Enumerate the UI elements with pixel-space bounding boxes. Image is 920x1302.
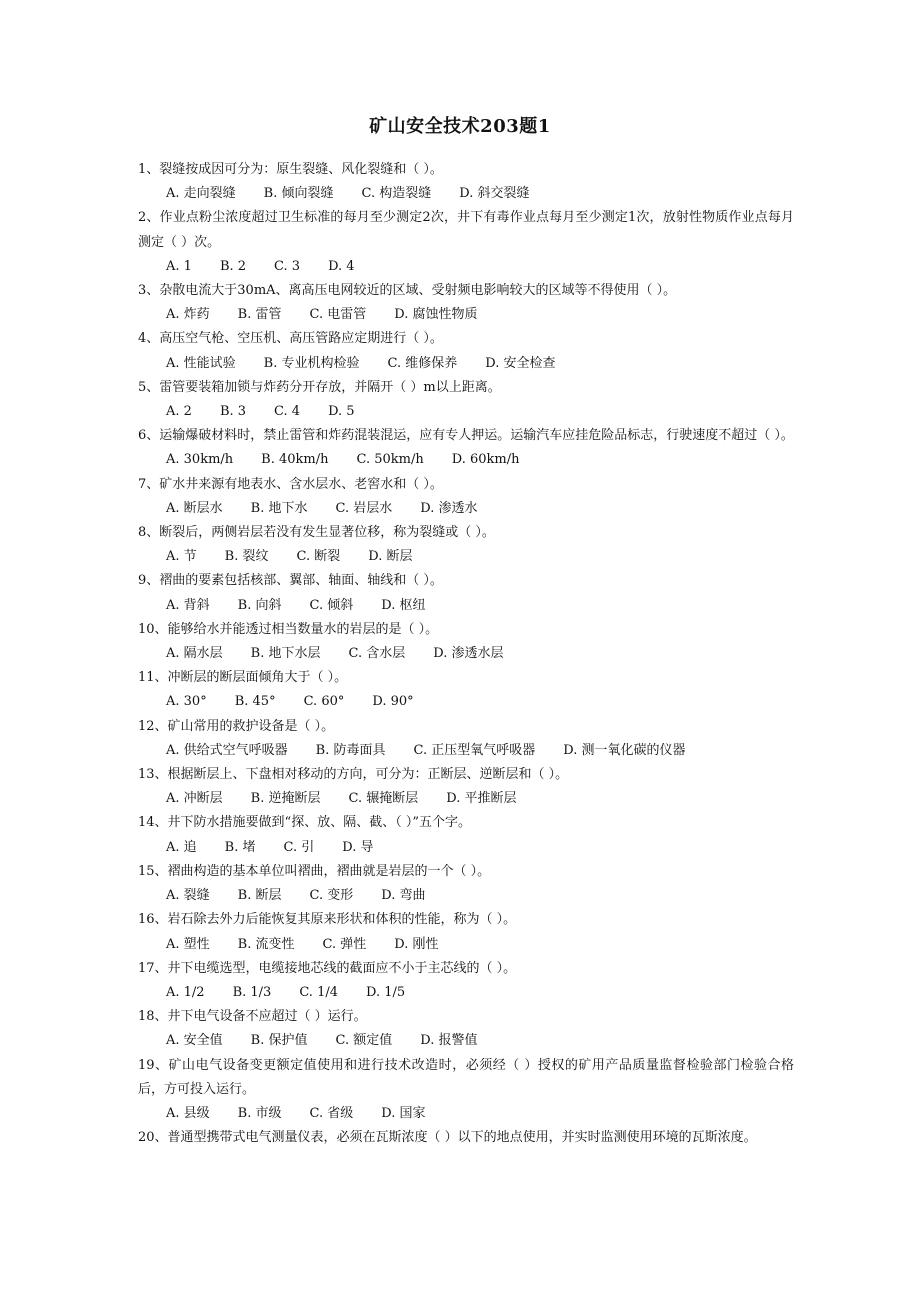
- question-text: 16、岩石除去外力后能恢复其原来形状和体积的性能，称为（ ）。: [138, 912, 517, 928]
- question-item: [138, 521, 794, 569]
- answer-option: D. 断层: [368, 549, 413, 565]
- answer-option: B. 2: [219, 258, 247, 274]
- answer-option: D. 枢纽: [381, 597, 426, 613]
- answer-option: A. 炸药: [166, 307, 210, 323]
- answer-option: A. 30km/h: [166, 452, 234, 468]
- answer-option: A. 供给式空气呼吸器: [166, 742, 288, 758]
- answer-option: D. 国家: [381, 1105, 426, 1121]
- answer-option: A. 性能试验: [166, 355, 236, 371]
- answer-option: C. 弹性: [322, 936, 367, 952]
- answer-option: A. 安全值: [166, 1033, 223, 1049]
- answer-option: A. 1/2: [166, 984, 205, 1000]
- answer-option: A. 走向裂缝: [166, 186, 236, 202]
- answer-option: A. 追: [166, 839, 197, 855]
- option-row: [138, 1102, 794, 1126]
- question-item: [138, 206, 794, 279]
- option-row: [138, 739, 794, 763]
- question-text: 8、断裂后，两侧岩层若没有发生显著位移，称为裂缝或（ ）。: [138, 525, 495, 541]
- question-text: 10、能够给水并能透过相当数量水的岩层的是（ ）。: [138, 621, 439, 637]
- answer-option: A. 1: [166, 258, 192, 274]
- answer-option: C. 省级: [309, 1105, 354, 1121]
- option-row: [138, 182, 794, 206]
- question-text: 12、矿山常用的救护设备是（ ）。: [138, 718, 335, 734]
- option-row: [138, 400, 794, 424]
- answer-option: D. 4: [328, 258, 355, 274]
- option-row: [138, 981, 794, 1005]
- answer-option: A. 断层水: [166, 500, 223, 516]
- question-item: [138, 424, 794, 472]
- answer-option: C. 变形: [309, 888, 354, 904]
- answer-option: C. 电雷管: [309, 307, 367, 323]
- answer-option: A. 冲断层: [166, 791, 223, 807]
- answer-option: C. 3: [274, 258, 301, 274]
- answer-option: B. 专业机构检验: [263, 355, 360, 371]
- answer-option: B. 流变性: [237, 936, 295, 952]
- answer-option: B. 防毒面具: [315, 742, 386, 758]
- option-row: [138, 1029, 794, 1053]
- question-list: [138, 158, 794, 1150]
- question-text: 3、杂散电流大于30mA、离高压电网较近的区域、受射频电影响较大的区域等不得使用（ ）。: [138, 283, 677, 299]
- option-row: [138, 836, 794, 860]
- answer-option: C. 正压型氧气呼吸器: [413, 742, 536, 758]
- question-item: [138, 1126, 794, 1150]
- answer-option: A. 30°: [166, 694, 207, 710]
- answer-option: C. 4: [274, 404, 301, 420]
- answer-option: B. 地下水: [250, 500, 308, 516]
- question-item: [138, 860, 794, 908]
- answer-option: D. 腐蚀性物质: [394, 307, 478, 323]
- option-row: [138, 497, 794, 521]
- answer-option: D. 测一氧化碳的仪器: [563, 742, 686, 758]
- answer-option: D. 60km/h: [451, 452, 520, 468]
- question-item: [138, 327, 794, 375]
- answer-option: A. 2: [166, 404, 192, 420]
- answer-option: D. 渗透水层: [433, 646, 504, 662]
- answer-option: D. 90°: [372, 694, 414, 710]
- answer-option: C. 断裂: [296, 549, 341, 565]
- question-item: [138, 279, 794, 327]
- option-row: [138, 448, 794, 472]
- question-text: 14、井下防水措施要做到“探、放、隔、截、（ ）”五个字。: [138, 815, 471, 831]
- answer-option: B. 1/3: [232, 984, 272, 1000]
- answer-option: D. 报警值: [420, 1033, 478, 1049]
- option-row: [138, 642, 794, 666]
- answer-option: C. 1/4: [299, 984, 338, 1000]
- option-row: [138, 690, 794, 714]
- question-item: [138, 957, 794, 1005]
- question-item: [138, 376, 794, 424]
- answer-option: D. 安全检查: [485, 355, 556, 371]
- option-row: [138, 303, 794, 327]
- question-item: [138, 908, 794, 956]
- answer-option: B. 45°: [234, 694, 276, 710]
- answer-option: B. 40km/h: [261, 452, 329, 468]
- answer-option: C. 倾斜: [309, 597, 354, 613]
- question-item: [138, 811, 794, 859]
- answer-option: B. 堵: [224, 839, 256, 855]
- question-text: 7、矿水井来源有地表水、含水层水、老窖水和（ ）。: [138, 476, 443, 492]
- answer-option: A. 塑性: [166, 936, 210, 952]
- answer-option: C. 引: [283, 839, 315, 855]
- answer-option: B. 向斜: [237, 597, 282, 613]
- question-text: 17、井下电缆选型，电缆接地芯线的截面应不小于主芯线的（ ）。: [138, 960, 517, 976]
- answer-option: D. 弯曲: [381, 888, 426, 904]
- answer-option: B. 雷管: [237, 307, 282, 323]
- question-item: [138, 1005, 794, 1053]
- answer-option: C. 岩层水: [335, 500, 393, 516]
- answer-option: D. 5: [328, 404, 355, 420]
- question-text: 5、雷管要装箱加锁与炸药分开存放，并隔开（ ）m以上距离。: [138, 379, 501, 395]
- question-text: 2、作业点粉尘浓度超过卫生标准的每月至少测定2次，井下有毒作业点每月至少测定1次，放射性物质作业点每月测定（ ）次。: [138, 210, 794, 250]
- option-row: [138, 787, 794, 811]
- answer-option: D. 1/5: [366, 984, 406, 1000]
- question-text: 11、冲断层的断层面倾角大于（ ）。: [138, 670, 348, 686]
- question-text: 1、裂缝按成因可分为：原生裂缝、风化裂缝和（ ）。: [138, 162, 443, 177]
- answer-option: B. 逆掩断层: [250, 791, 321, 807]
- answer-option: C. 维修保养: [387, 355, 458, 371]
- option-row: [138, 352, 794, 376]
- answer-option: D. 导: [342, 839, 374, 855]
- answer-option: C. 额定值: [335, 1033, 393, 1049]
- answer-option: D. 平推断层: [446, 791, 517, 807]
- question-item: [138, 158, 794, 206]
- answer-option: A. 裂缝: [166, 888, 210, 904]
- option-row: [138, 933, 794, 957]
- option-row: [138, 545, 794, 569]
- answer-option: A. 隔水层: [166, 646, 223, 662]
- answer-option: D. 渗透水: [420, 500, 478, 516]
- question-item: [138, 1054, 794, 1127]
- question-text: 18、井下电气设备不应超过（ ）运行。: [138, 1009, 367, 1025]
- answer-option: B. 裂纹: [224, 549, 269, 565]
- question-item: [138, 666, 794, 714]
- answer-option: B. 3: [219, 404, 247, 420]
- option-row: [138, 594, 794, 618]
- question-item: [138, 618, 794, 666]
- answer-option: D. 斜交裂缝: [459, 186, 530, 202]
- answer-option: B. 倾向裂缝: [263, 186, 334, 202]
- answer-option: C. 50km/h: [356, 452, 424, 468]
- answer-option: B. 市级: [237, 1105, 282, 1121]
- question-text: 20、普通型携带式电气测量仪表，必须在瓦斯浓度（ ）以下的地点使用，并实时监测使用环境的瓦斯浓度。: [138, 1130, 757, 1146]
- answer-option: A. 县级: [166, 1105, 210, 1121]
- answer-option: C. 构造裂缝: [361, 186, 432, 202]
- answer-option: B. 保护值: [250, 1033, 308, 1049]
- question-text: 13、根据断层上、下盘相对移动的方向，可分为：正断层、逆断层和（ ）。: [138, 767, 569, 783]
- question-text: 6、运输爆破材料时，禁止雷管和炸药混装混运，应有专人押运。运输汽车应挂危险品标志，行驶速度不超过（ ）。: [138, 428, 794, 444]
- question-text: 19、矿山电气设备变更额定值使用和进行技术改造时，必须经（ ）授权的矿用产品质量监督检验部门检验合格后，方可投入运行。: [138, 1057, 794, 1097]
- answer-option: A. 节: [166, 549, 197, 565]
- answer-option: D. 刚性: [394, 936, 439, 952]
- page-title: 矿山安全技术203题1: [369, 116, 551, 137]
- question-text: 15、褶曲构造的基本单位叫褶曲，褶曲就是岩层的一个（ ）。: [138, 863, 491, 879]
- question-text: 9、褶曲的要素包括核部、翼部、轴面、轴线和（ ）。: [138, 573, 443, 589]
- option-row: [138, 255, 794, 279]
- answer-option: C. 辗掩断层: [348, 791, 419, 807]
- option-row: [138, 884, 794, 908]
- question-text: 4、高压空气枪、空压机、高压管路应定期进行（ ）。: [138, 331, 443, 347]
- question-item: [138, 473, 794, 521]
- answer-option: A. 背斜: [166, 597, 210, 613]
- answer-option: C. 60°: [303, 694, 345, 710]
- answer-option: B. 地下水层: [250, 646, 321, 662]
- question-item: [138, 715, 794, 763]
- answer-option: C. 含水层: [348, 646, 406, 662]
- question-item: [138, 763, 794, 811]
- question-item: [138, 569, 794, 617]
- answer-option: B. 断层: [237, 888, 282, 904]
